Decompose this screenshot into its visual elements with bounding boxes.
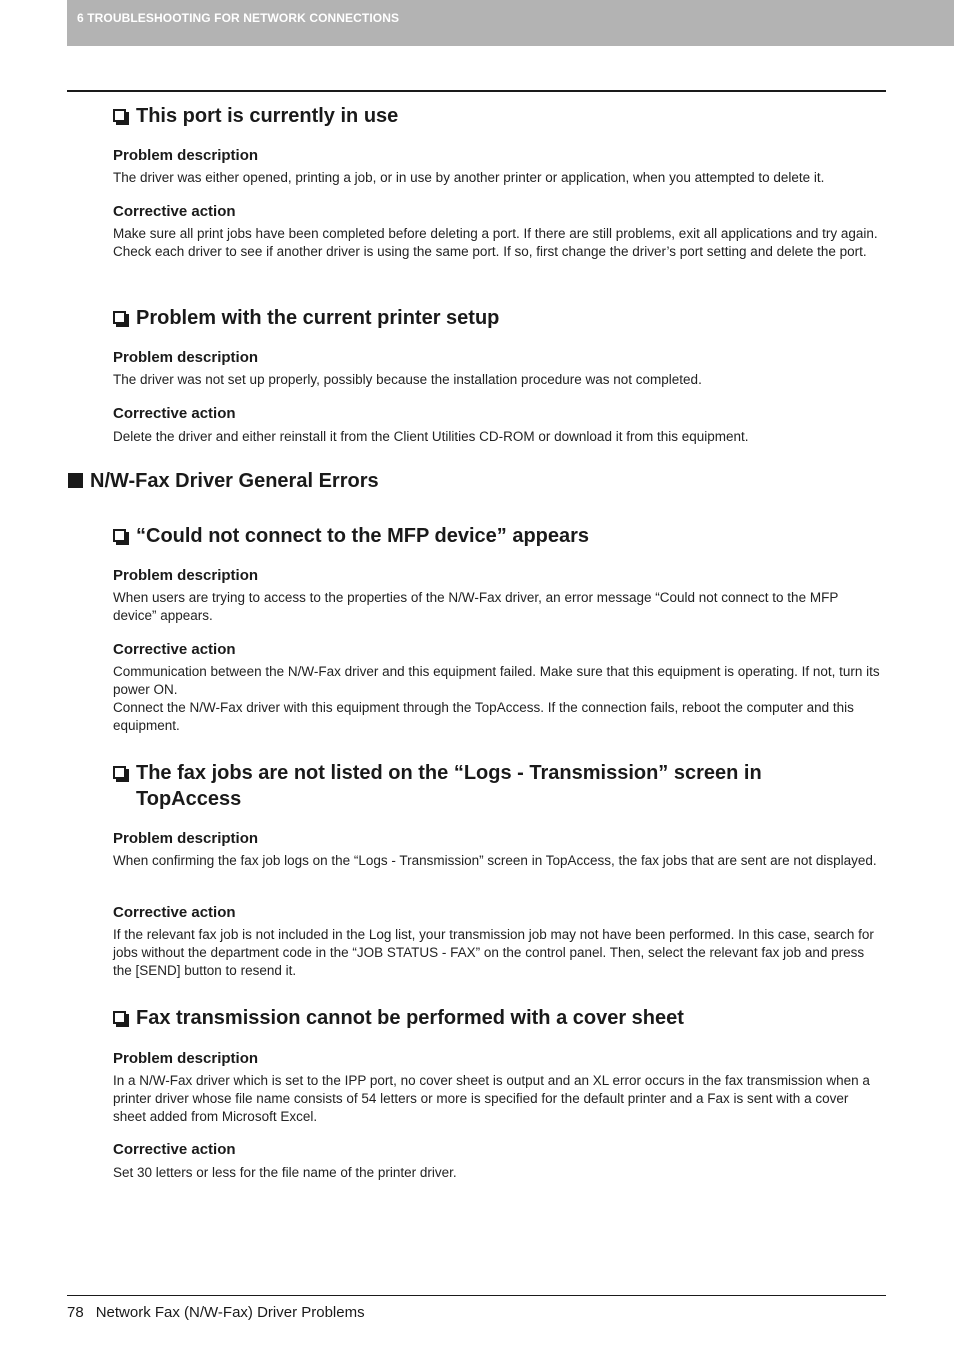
square-bullet-icon: [68, 473, 83, 488]
checkbox-bullet-icon: [113, 766, 126, 779]
checkbox-bullet-icon: [113, 529, 126, 542]
checkbox-bullet-icon: [113, 311, 126, 324]
problem-label: Problem description: [113, 567, 259, 584]
section-heading-logs-transmission: [113, 760, 833, 812]
action-text: Set 30 letters or less for the file name of the printer driver.: [113, 1165, 457, 1180]
problem-text: When users are trying to access to the properties of the N/W-Fax driver, an error message “Could not connect to the MFP device” appears.: [113, 590, 839, 623]
problem-text: When confirming the fax job logs on the “Logs - Transmission” screen in TopAccess, the fax jobs that are sent are not displayed.: [113, 853, 877, 868]
section-title: Fax transmission cannot be performed with a cover sheet: [136, 1007, 684, 1029]
action-label: Corrective action: [113, 405, 236, 422]
section-title: Problem with the current printer setup: [136, 307, 500, 329]
section-title: The fax jobs are not listed on the “Logs - Transmission” screen in TopAccess: [136, 762, 762, 810]
section-title: “Could not connect to the MFP device” appears: [136, 525, 590, 547]
checkbox-bullet-icon: [113, 109, 126, 122]
group-heading: [68, 468, 379, 494]
problem-label: Problem description: [113, 349, 259, 366]
action-text: Make sure all print jobs have been completed before deleting a port. If there are still problems, exit all applications and try again. Check each driver to see if another driver is using the same port. If so, first change the driver’s port setting and delete the port.: [113, 226, 878, 259]
footer-title: Network Fax (N/W-Fax) Driver Problems: [95, 1304, 365, 1321]
action-label: Corrective action: [113, 1141, 236, 1158]
problem-text: In a N/W-Fax driver which is set to the IPP port, no cover sheet is output and an XL error occurs in the fax transmission when a printer driver whose file name consists of 54 letters or more is specified for the default printer and a Fax is sent with a cover sheet added from Microsoft Excel.: [113, 1073, 870, 1124]
action-text: If the relevant fax job is not included in the Log list, your transmission job may not have been performed. In this case, search for jobs without the department code in the “JOB STATUS - FAX” on the control panel. Then, select the relevant fax job and press the [SEND] button to resend it.: [113, 927, 874, 978]
action-label: Corrective action: [113, 641, 236, 658]
action-text: Delete the driver and either reinstall it from the Client Utilities CD-ROM or download it from this equipment.: [113, 429, 749, 444]
top-divider: [67, 90, 886, 92]
page-footer: [67, 1304, 365, 1321]
section-heading-printer-setup: [113, 305, 833, 331]
problem-label: Problem description: [113, 830, 259, 847]
action-paragraph: Communication between the N/W-Fax driver and this equipment failed. Make sure that this equipment is operating. If not, turn its power ON.: [113, 664, 880, 697]
action-paragraph: Connect the N/W-Fax driver with this equipment through the TopAccess. If the connection fails, reboot the computer and this equipment.: [113, 700, 854, 733]
chapter-title: 6 TROUBLESHOOTING FOR NETWORK CONNECTIONS: [77, 11, 400, 25]
page-number: 78: [67, 1304, 84, 1321]
section-heading-cover-sheet: [113, 1005, 833, 1031]
checkbox-bullet-icon: [113, 1011, 126, 1024]
group-heading-text: N/W-Fax Driver General Errors: [90, 470, 379, 492]
section-heading-could-not-connect: [113, 523, 833, 549]
section-title: This port is currently in use: [136, 105, 399, 127]
problem-label: Problem description: [113, 1050, 259, 1067]
section-heading-port-in-use: [113, 103, 833, 129]
action-label: Corrective action: [113, 904, 236, 921]
problem-text: The driver was either opened, printing a job, or in use by another printer or application, when you attempted to delete it.: [113, 170, 825, 185]
chapter-header-bar: [67, 0, 954, 46]
action-text: [113, 663, 885, 735]
problem-text: The driver was not set up properly, possibly because the installation procedure was not completed.: [113, 372, 702, 387]
action-label: Corrective action: [113, 203, 236, 220]
bottom-divider: [67, 1295, 886, 1296]
problem-label: Problem description: [113, 147, 259, 164]
